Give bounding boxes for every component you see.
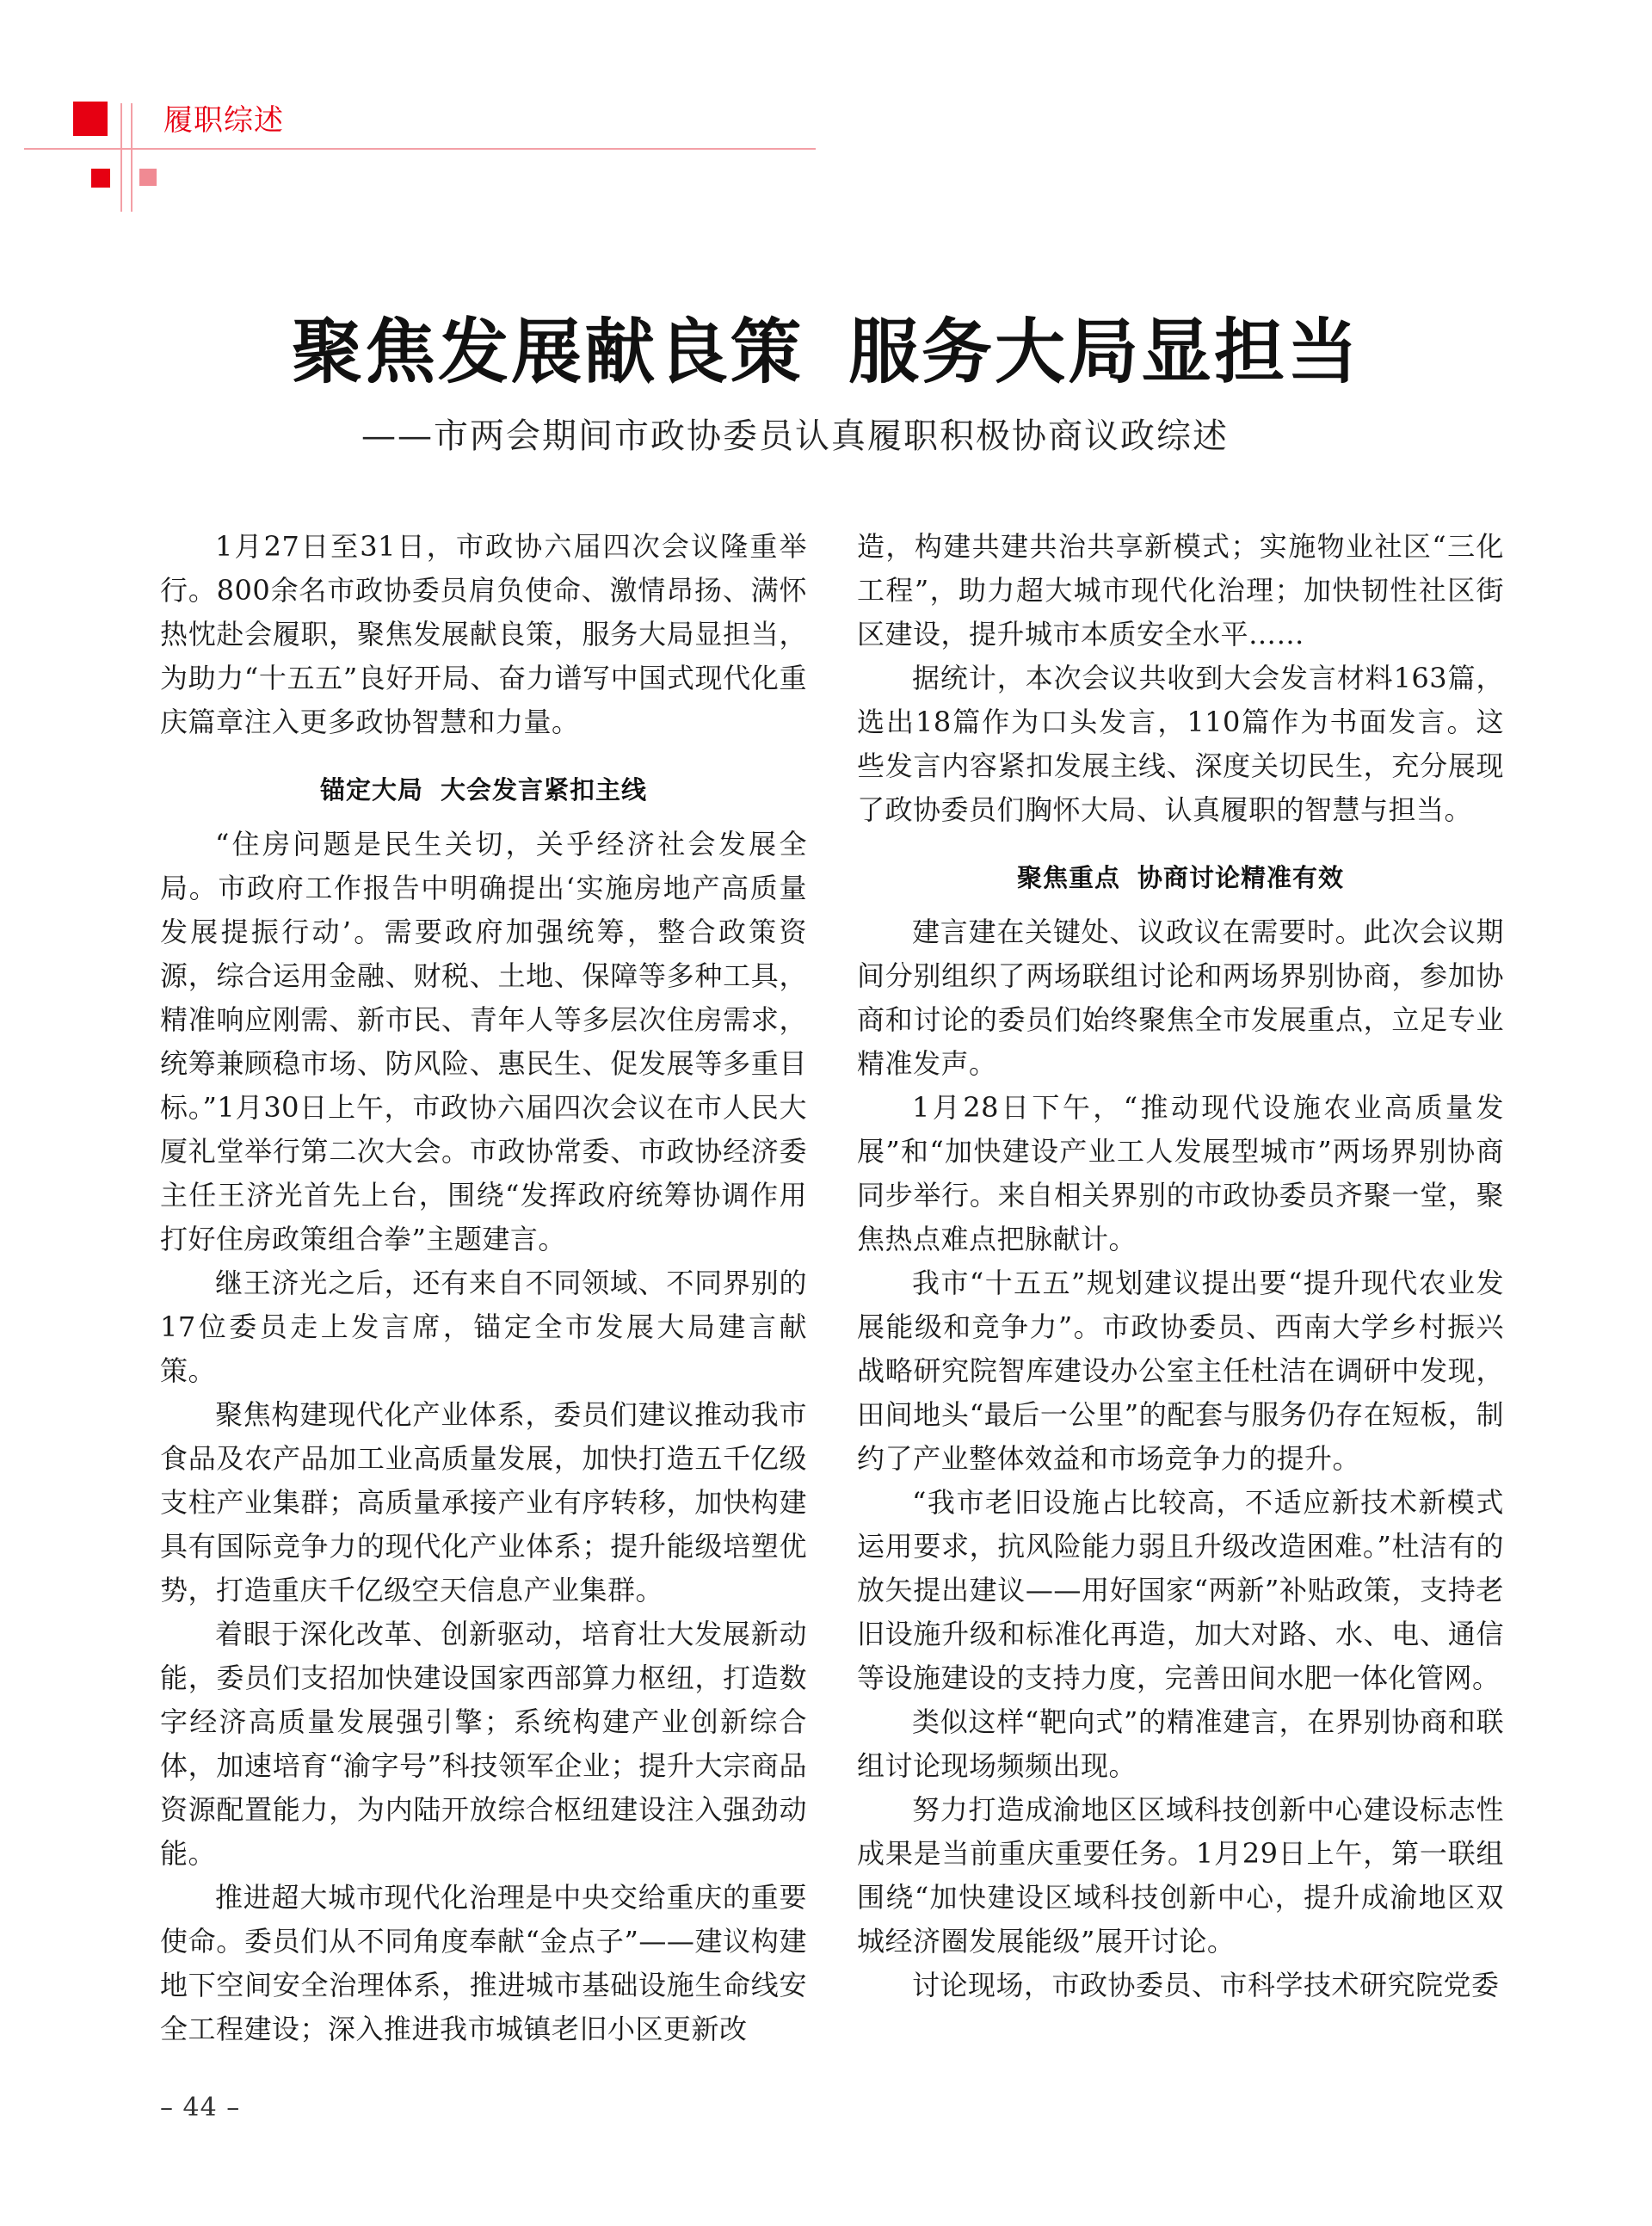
article-column-left: [160, 525, 807, 2051]
header-vertical-rule: [131, 103, 133, 212]
page-title: [0, 310, 1652, 396]
title-part-1: 聚焦发展献良策: [291, 311, 804, 393]
paragraph: 1月27日至31日，市政协六届四次会议隆重举行。800余名市政协委员肩负使命、激情昂扬、满怀热忱赴会履职，聚焦发展献良策，服务大局显担当，为助力“十五五”良好开局、奋力谱写中国式现代化重庆篇章注入更多政协智慧和力量。: [160, 530, 807, 738]
paragraph: 建言建在关键处、议政议在需要时。此次会议期间分别组织了两场联组讨论和两场界别协商，参加协商和讨论的委员们始终聚焦全市发展重点，立足专业精准发声。: [857, 916, 1504, 1080]
page-number: – 44 –: [160, 2093, 241, 2123]
paragraph: 聚焦构建现代化产业体系，委员们建议推动我市食品及农产品加工业高质量发展，加快打造五千亿级支柱产业集群；高质量承接产业有序转移，加快构建具有国际竞争力的现代化产业体系；提升能级培塑优势，打造重庆千亿级空天信息产业集群。: [160, 1398, 807, 1606]
paragraph: 着眼于深化改革、创新驱动，培育壮大发展新动能，委员们支招加快建设国家西部算力枢纽，打造数字经济高质量发展强引擎；系统构建产业创新综合体，加速培育“渝字号”科技领军企业；提升大宗商品资源配置能力，为内陆开放综合枢纽建设注入强劲动能。: [160, 1618, 807, 1870]
header-small-square: [139, 169, 157, 186]
section-heading-part: 协商讨论精准有效: [1137, 863, 1345, 892]
header-red-square: [73, 102, 108, 136]
title-part-2: 服务大局显担当: [848, 311, 1361, 393]
paragraph: 1月28日下午，“推动现代设施农业高质量发展”和“加快建设产业工人发展型城市”两场界别协商同步举行。来自相关界别的市政协委员齐聚一堂，聚焦热点难点把脉献计。: [857, 1091, 1504, 1255]
subtitle: ——市两会期间市政协委员认真履职积极协商议政综述: [361, 416, 1229, 456]
paragraph: 类似这样“靶向式”的精准建言，在界别协商和联组讨论现场频频出现。: [857, 1705, 1504, 1782]
section-label: 履职综述: [163, 103, 284, 138]
paragraph: 继王济光之后，还有来自不同领域、不同界别的17位委员走上发言席，锚定全市发展大局建言献策。: [160, 1267, 807, 1387]
section-heading-part: 锚定大局: [319, 775, 423, 805]
section-heading: [857, 832, 1504, 910]
paragraph: 努力打造成渝地区区域科技创新中心建设标志性成果是当前重庆重要任务。1月29日上午，第一联组围绕“加快建设区域科技创新中心，提升成渝地区双城经济圈发展能级”展开讨论。: [857, 1793, 1504, 1958]
header-vertical-rule: [120, 103, 122, 212]
paragraph: 造，构建共建共治共享新模式；实施物业社区“三化工程”，助力超大城市现代化治理；加快韧性社区街区建设，提升城市本质安全水平……: [857, 530, 1504, 651]
header-small-square: [91, 169, 110, 188]
header-rule: [24, 148, 816, 150]
paragraph: 据统计，本次会议共收到大会发言材料163篇，选出18篇作为口头发言，110篇作为书面发言。这些发言内容紧扣发展主线、深度关切民生，充分展现了政协委员们胸怀大局、认真履职的智慧与担当。: [857, 662, 1504, 826]
section-heading: [160, 744, 807, 823]
paragraph: “我市老旧设施占比较高，不适应新技术新模式运用要求，抗风险能力弱且升级改造困难。”杜洁有的放矢提出建议——用好国家“两新”补贴政策，支持老旧设施升级和标准化再造，加大对路、水、电、通信等设施建设的支持力度，完善田间水肥一体化管网。: [857, 1486, 1504, 1694]
section-heading-part: 大会发言紧扣主线: [441, 775, 648, 805]
article-column-right: [857, 525, 1504, 2007]
paragraph: 讨论现场，市政协委员、市科学技术研究院党委: [912, 1969, 1500, 2001]
paragraph: “住房问题是民生关切，关乎经济社会发展全局。市政府工作报告中明确提出‘实施房地产高质量发展提振行动’。需要政府加强统筹，整合政策资源，综合运用金融、财税、土地、保障等多种工具，精准响应刚需、新市民、青年人等多层次住房需求，统筹兼顾稳市场、防风险、惠民生、促发展等多重目标。”1月30日上午，市政协六届四次会议在市人民大厦礼堂举行第二次大会。市政协常委、市政协经济委主任王济光首先上台，围绕“发挥政府统筹协调作用 打好住房政策组合拳”主题建言。: [160, 828, 807, 1255]
paragraph: 我市“十五五”规划建议提出要“提升现代农业发展能级和竞争力”。市政协委员、西南大学乡村振兴战略研究院智库建设办公室主任杜洁在调研中发现，田间地头“最后一公里”的配套与服务仍存在短板，制约了产业整体效益和市场竞争力的提升。: [857, 1267, 1504, 1475]
section-heading-part: 聚焦重点: [1016, 863, 1120, 892]
paragraph: 推进超大城市现代化治理是中央交给重庆的重要使命。委员们从不同角度奉献“金点子”——建议构建地下空间安全治理体系，推进城市基础设施生命线安全工程建设；深入推进我市城镇老旧小区更新改: [160, 1881, 807, 2045]
